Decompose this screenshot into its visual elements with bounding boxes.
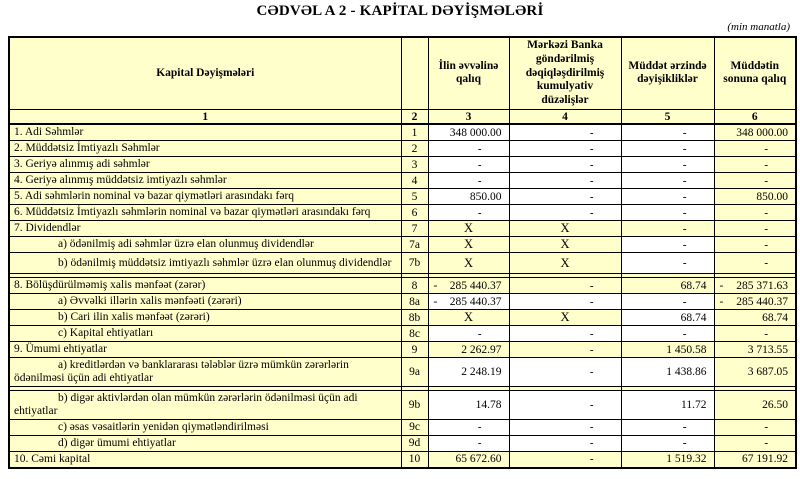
value-cell: 14.78 [428, 391, 509, 420]
value-cell: - [714, 141, 796, 157]
value-cell: - [428, 141, 509, 157]
table-row [9, 253, 796, 274]
value-cell: - [621, 435, 714, 451]
value-cell: - [509, 342, 621, 358]
value-cell: - [621, 124, 714, 140]
value-cell: 1 450.58 [621, 342, 714, 358]
value-cell: - [621, 173, 714, 189]
minus-sign: - [719, 279, 724, 292]
value-cell: 3 713.55 [714, 342, 796, 358]
value-cell: - [621, 141, 714, 157]
row-label: a) ödənilmiş adi səhmlər üzrə elan olunmuş dividendlər [9, 237, 401, 253]
value-cell: - [509, 278, 621, 294]
table-row [9, 173, 796, 189]
row-label: 4. Geriyə alınmış müddətsiz imtiyazlı səhmlər [9, 173, 401, 189]
row-label: 5. Adi səhmlərin nominal və bazar qiymətləri arasındakı fərq [9, 189, 401, 205]
row-number: 1 [401, 124, 428, 140]
column-number: 6 [714, 109, 796, 124]
column-number: 4 [509, 109, 621, 124]
value-cell: - [714, 419, 796, 435]
row-number: 4 [401, 173, 428, 189]
value-cell: 11.72 [621, 391, 714, 420]
row-number: 8a [401, 294, 428, 310]
header-row [9, 37, 796, 109]
row-label: 8. Bölüşdürülməmiş xalis mənfəət (zərər) [9, 278, 401, 294]
row-label: c) Kapital ehtiyatları [9, 326, 401, 342]
value-cell: - [621, 237, 714, 253]
value-cell: - [714, 157, 796, 173]
value-cell: 348 000.00 [714, 124, 796, 140]
value-cell: - [714, 253, 796, 274]
value-cell: - [714, 221, 796, 237]
table-row [9, 294, 796, 310]
value-cell: 3 687.05 [714, 358, 796, 387]
value-cell: - [509, 205, 621, 221]
value-cell: - [621, 253, 714, 274]
row-number: 8c [401, 326, 428, 342]
value-cell [428, 294, 509, 310]
table-row [9, 326, 796, 342]
value-cell: - [509, 358, 621, 387]
value-cell: X [509, 253, 621, 274]
row-label: b) ödənilmiş müddətsiz imtiyazlı səhmlər üzrə elan olunmuş dividendlər [9, 253, 401, 274]
value-cell: 68.74 [621, 310, 714, 326]
value-cell: - [621, 157, 714, 173]
table-row [9, 189, 796, 205]
header-merkezi-banka-duzelisler: Mərkəzi Banka göndərilmiş dəqiqləşdirilmiş kumulyativ düzəlişlər [509, 37, 621, 109]
value-cell: - [621, 294, 714, 310]
value-cell: X [509, 221, 621, 237]
value-cell: - [509, 124, 621, 140]
value-cell: - [509, 173, 621, 189]
row-label: 2. Müddətsiz İmtiyazlı Səhmlər [9, 141, 401, 157]
header-ilin-evveline-qaliq: İlin əvvəlinə qalıq [428, 37, 509, 109]
value-cell: 348 000.00 [428, 124, 509, 140]
table-row [9, 237, 796, 253]
amount: 285 440.37 [449, 295, 502, 308]
value-cell: 2 248.19 [428, 358, 509, 387]
table-row [9, 141, 796, 157]
row-label: d) digər ümumi ehtiyatlar [9, 435, 401, 451]
column-number: 1 [9, 109, 401, 124]
minus-sign: - [719, 295, 724, 308]
value-cell [714, 294, 796, 310]
row-number: 6 [401, 205, 428, 221]
value-cell: - [714, 326, 796, 342]
row-number: 3 [401, 157, 428, 173]
table-row [9, 391, 796, 420]
row-label: c) əsas vəsaitlərin yenidən qiymətləndirilməsi [9, 419, 401, 435]
amount: 285 440.37 [449, 279, 502, 292]
row-label: 6. Müddətsiz İmtiyazlı səhmlərin nominal və bazar qiymətləri arasındakı fərq [9, 205, 401, 221]
page-title: CƏDVƏL A 2 - KAPİTAL DƏYİŞMƏLƏRİ [256, 3, 544, 19]
table-row [9, 278, 796, 294]
table-row [9, 157, 796, 173]
table-row [9, 419, 796, 435]
row-number: 7b [401, 253, 428, 274]
value-cell: - [428, 157, 509, 173]
row-label: 3. Geriyə alınmış adi səhmlər [9, 157, 401, 173]
value-cell: - [509, 294, 621, 310]
value-cell: - [509, 157, 621, 173]
row-label: a) Əvvəlki illərin xalis mənfəəti (zərəri) [9, 294, 401, 310]
table-row [9, 342, 796, 358]
column-number: 5 [621, 109, 714, 124]
row-number: 10 [401, 451, 428, 467]
row-label: a) kreditlərdən və banklararası tələblər üzrə mümkün zərərlərin ödənilməsi üçün adi ehtiyatlar [9, 358, 401, 387]
capital-changes-table [8, 36, 797, 469]
header-muddetin-sonuna-qaliq: Müddətin sonuna qalıq [714, 37, 796, 109]
unit-note: (min manatla) [727, 21, 790, 33]
value-cell: 68.74 [714, 310, 796, 326]
row-number: 9b [401, 391, 428, 420]
value-cell: - [621, 326, 714, 342]
value-cell: - [714, 205, 796, 221]
value-cell: - [621, 419, 714, 435]
minus-sign: - [433, 295, 438, 308]
table-row [9, 221, 796, 237]
value-cell: - [509, 326, 621, 342]
table-row [9, 435, 796, 451]
header-empty [401, 37, 428, 109]
value-cell: - [509, 391, 621, 420]
row-label: 10. Cəmi kapital [9, 451, 401, 467]
value-cell: 850.00 [714, 189, 796, 205]
value-cell: - [428, 419, 509, 435]
value-cell: 65 672.60 [428, 451, 509, 467]
column-numbering-row [9, 109, 796, 124]
row-number: 8b [401, 310, 428, 326]
value-cell: X [428, 237, 509, 253]
column-number: 2 [401, 109, 428, 124]
table-row [9, 451, 796, 467]
value-cell: - [509, 435, 621, 451]
row-number: 7 [401, 221, 428, 237]
row-number: 8 [401, 278, 428, 294]
value-cell: - [428, 435, 509, 451]
table-row [9, 205, 796, 221]
value-cell: X [509, 310, 621, 326]
value-cell: - [621, 221, 714, 237]
value-cell: X [428, 310, 509, 326]
value-cell: - [509, 451, 621, 467]
value-cell: 850.00 [428, 189, 509, 205]
header-kapital-deyismeleri: Kapital Dəyişmələri [9, 37, 401, 109]
row-number: 9c [401, 419, 428, 435]
row-number: 7a [401, 237, 428, 253]
header-muddet-erzinde-deyisiklikler: Müddət ərzində dəyişikliklər [621, 37, 714, 109]
row-label: 1. Adi Səhmlər [9, 124, 401, 140]
table-row [9, 124, 796, 140]
row-label: 7. Dividendlər [9, 221, 401, 237]
row-number: 5 [401, 189, 428, 205]
value-cell: - [621, 205, 714, 221]
value-cell: - [428, 173, 509, 189]
row-number: 2 [401, 141, 428, 157]
value-cell: - [428, 205, 509, 221]
row-number: 9d [401, 435, 428, 451]
value-cell: 26.50 [714, 391, 796, 420]
row-label: b) Cari ilin xalis mənfəət (zərəri) [9, 310, 401, 326]
value-cell [428, 278, 509, 294]
value-cell: - [509, 189, 621, 205]
value-cell: - [714, 435, 796, 451]
value-cell: 67 191.92 [714, 451, 796, 467]
value-cell: X [428, 253, 509, 274]
value-cell: - [714, 237, 796, 253]
column-number: 3 [428, 109, 509, 124]
value-cell [714, 278, 796, 294]
amount: 285 371.63 [736, 279, 788, 292]
value-cell: 2 262.97 [428, 342, 509, 358]
minus-sign: - [433, 279, 438, 292]
table-row [9, 358, 796, 387]
value-cell: - [509, 419, 621, 435]
value-cell: 1 438.86 [621, 358, 714, 387]
value-cell: - [714, 173, 796, 189]
row-label: b) digər aktivlərdən olan mümkün zərərlərin ödənilməsi üçün adi ehtiyatlar [9, 391, 401, 420]
row-number: 9a [401, 358, 428, 387]
row-number: 9 [401, 342, 428, 358]
table-row [9, 310, 796, 326]
value-cell: 68.74 [621, 278, 714, 294]
row-label: 9. Ümumi ehtiyatlar [9, 342, 401, 358]
value-cell: X [509, 237, 621, 253]
value-cell: - [509, 141, 621, 157]
value-cell: X [428, 221, 509, 237]
value-cell: - [428, 326, 509, 342]
value-cell: 1 519.32 [621, 451, 714, 467]
value-cell: - [621, 189, 714, 205]
amount: 285 440.37 [736, 295, 788, 308]
